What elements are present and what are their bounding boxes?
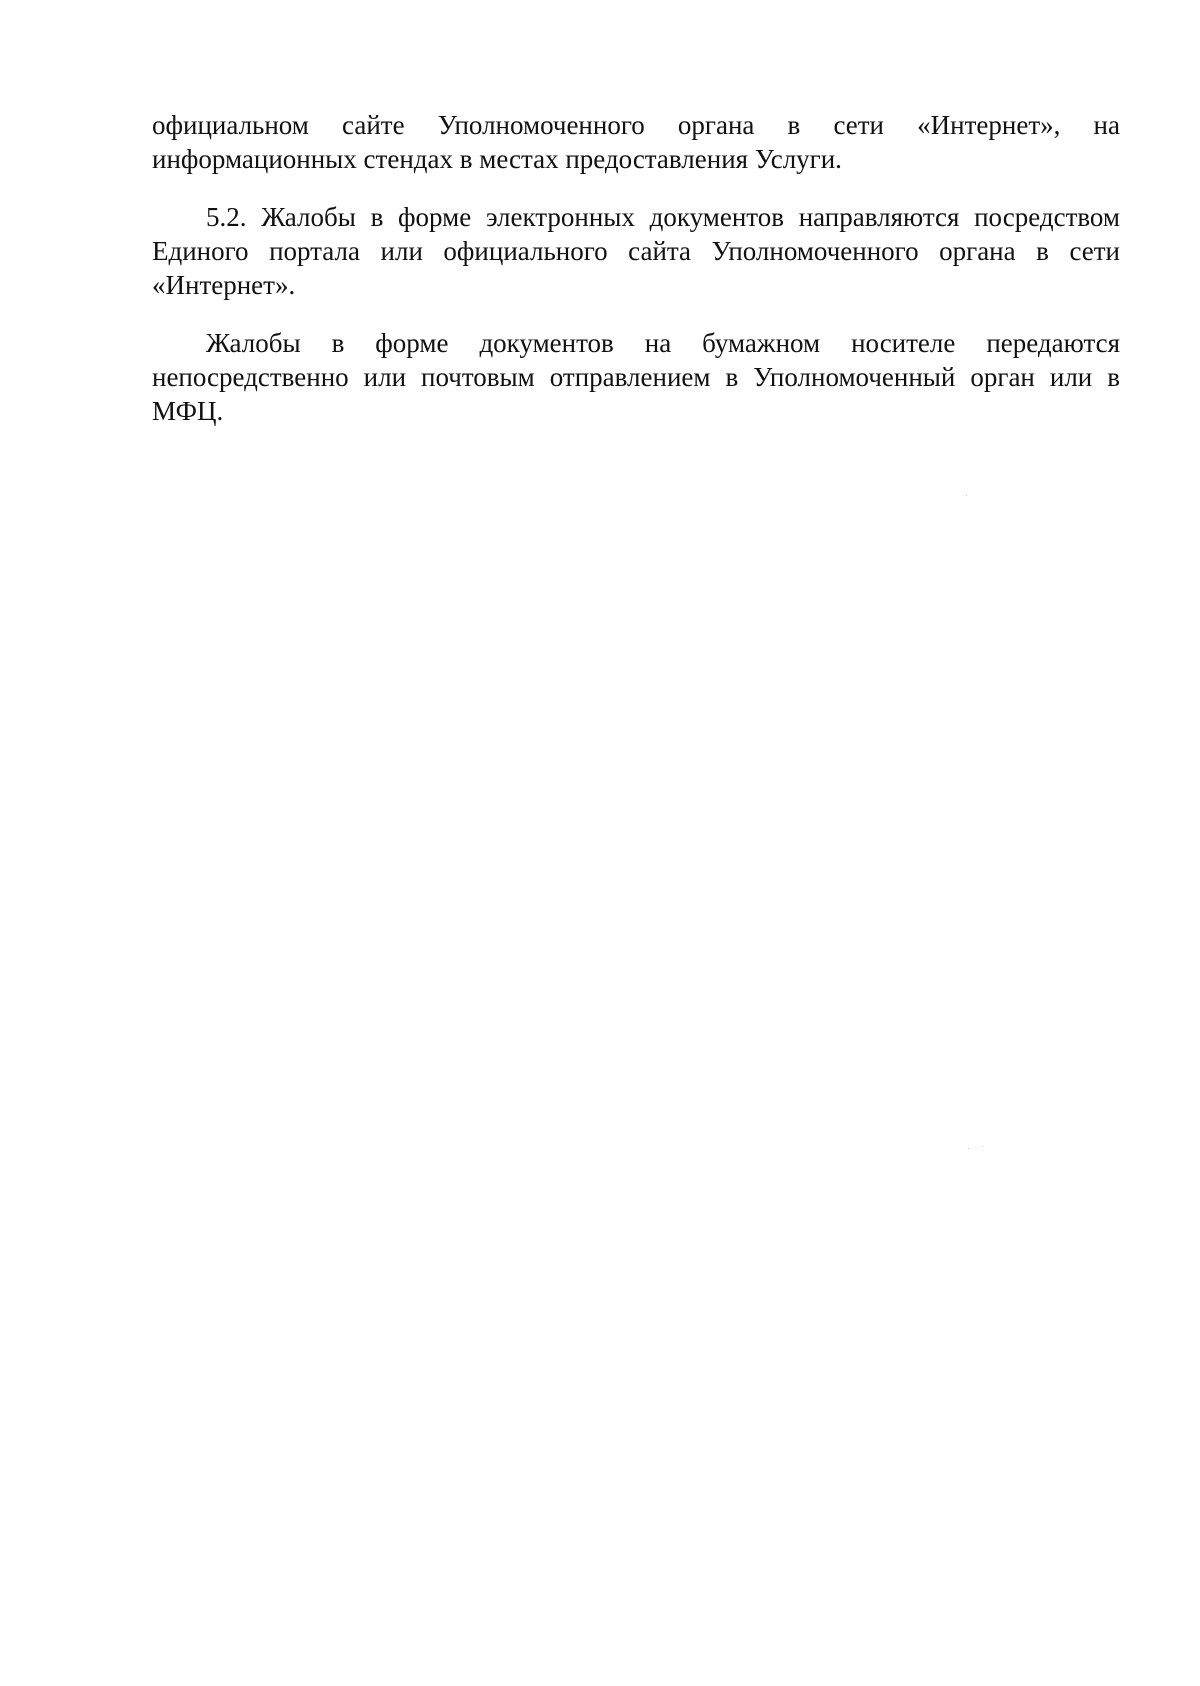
scan-speck: [966, 495, 967, 496]
scan-speck: [982, 1146, 983, 1147]
scan-speck: [968, 1148, 969, 1149]
paragraph-continuation: официальном сайте Уполномоченного органа в сети «Интернет», на информационных стендах в местах предоставления Услуги.: [152, 110, 1120, 174]
document-body: [152, 108, 1120, 452]
paragraph-clause-5-2: 5.2. Жалобы в форме электронных документов направляются посредством Единого портала или официального сайта Уполномоченного органа в сети «Интернет».: [152, 202, 1120, 300]
paragraph-paper-complaints: Жалобы в форме документов на бумажном носителе передаются непосредственно или почтовым отправлением в Уполномоченный орган или в МФЦ.: [152, 328, 1120, 426]
